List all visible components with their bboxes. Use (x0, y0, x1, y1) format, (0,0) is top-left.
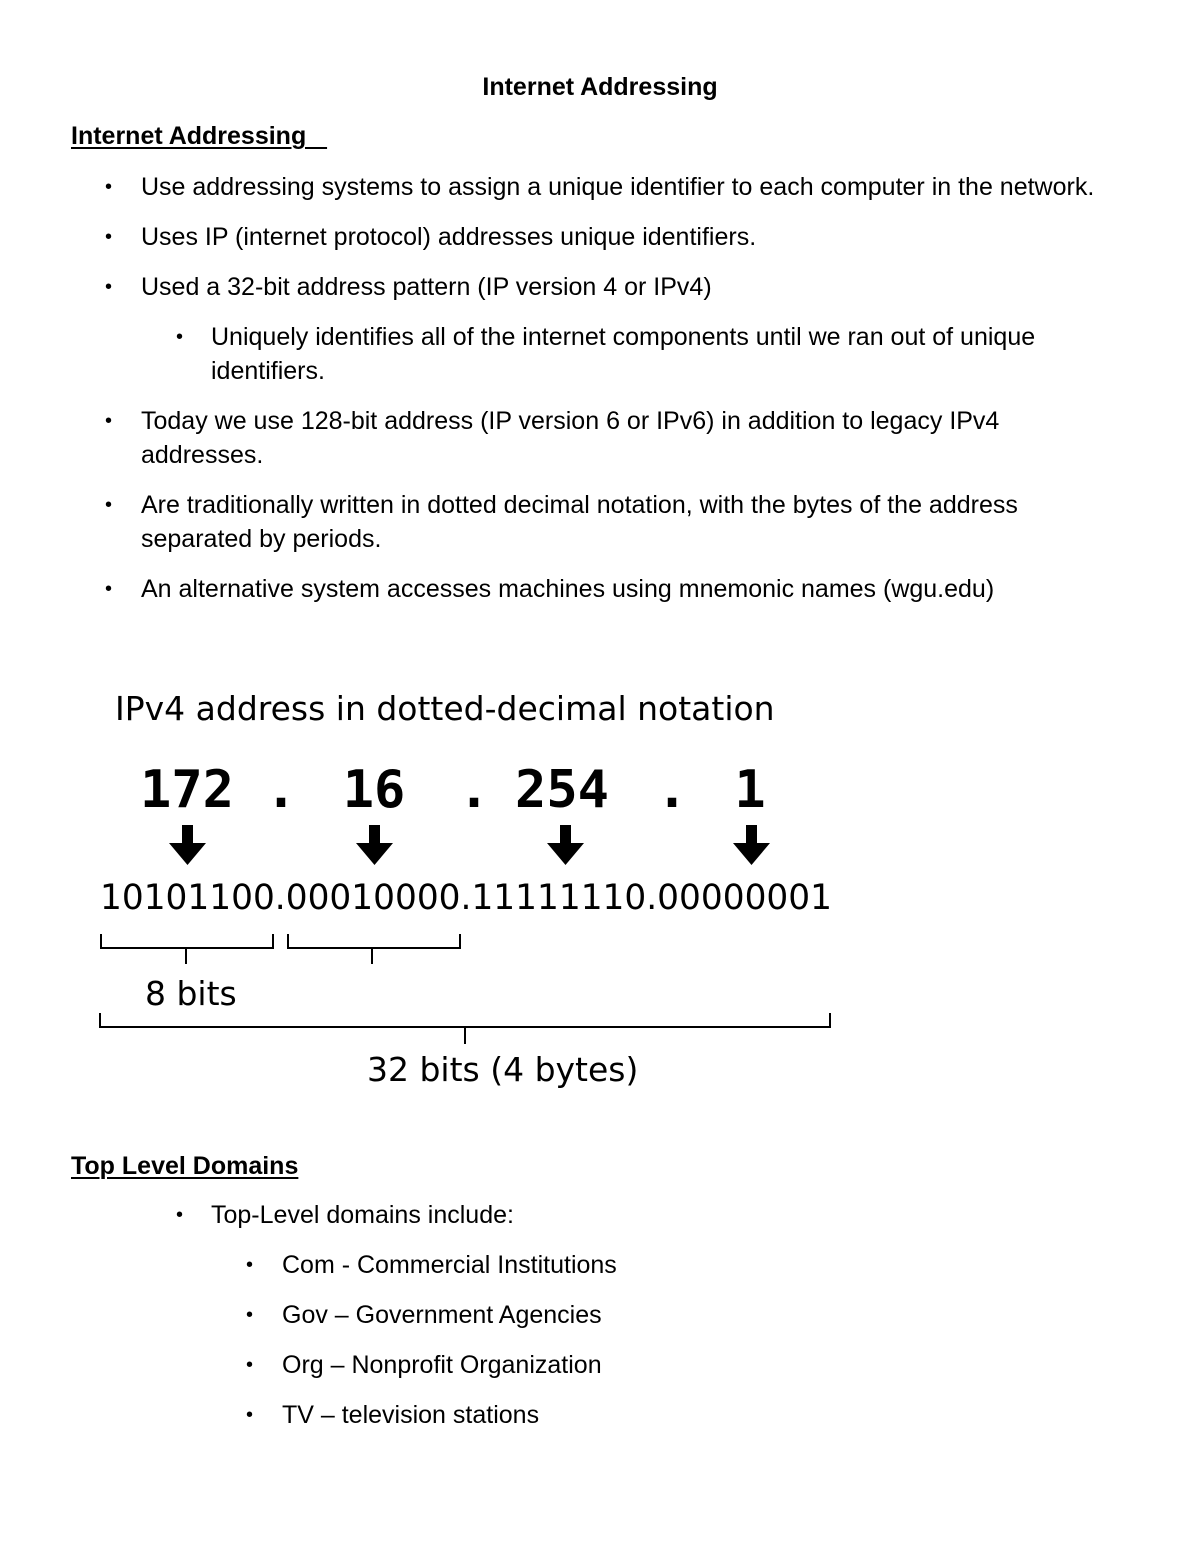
page-title: Internet Addressing (482, 73, 718, 101)
list-item-text: Uses IP (internet protocol) addresses unique identifiers. (141, 223, 757, 251)
octet-separator: . (458, 760, 490, 820)
list-item (0, 572, 1200, 606)
section-heading-internet-addressing: Internet Addressing (71, 122, 328, 150)
list-item-text: Uniquely identifies all of the internet components until we ran out of unique identifiers. (211, 323, 1036, 385)
bullet-icon: • (105, 226, 113, 248)
octet-2: 16 (342, 760, 406, 820)
octet-4: 1 (734, 760, 766, 820)
bullet-icon: • (105, 578, 113, 600)
octet-3: 254 (515, 760, 609, 820)
octet-separator: . (656, 760, 688, 820)
bullet-icon: • (105, 410, 113, 432)
total-label: 32 bits (4 bytes) (367, 1050, 639, 1089)
list-item-text: Are traditionally written in dotted decimal notation, with the bytes of the address separated by periods. (141, 491, 1018, 553)
octet-separator: . (265, 760, 297, 820)
arrow-down-icon (547, 825, 584, 865)
byte-label: 8 bits (145, 974, 237, 1013)
list-item-text: TV – television stations (282, 1401, 540, 1429)
bullet-icon: • (246, 1254, 254, 1276)
list-item (0, 488, 1200, 556)
bullet-icon: • (246, 1404, 254, 1426)
list-item (0, 1298, 1200, 1332)
list-item-text: Today we use 128-bit address (IP version 6 or IPv6) in addition to legacy IPv4 addresses. (141, 407, 1000, 469)
byte-bracket (288, 934, 460, 964)
section-heading-top-level-domains: Top Level Domains (71, 1152, 299, 1180)
list-item (0, 1398, 1200, 1432)
list-item-text: An alternative system accesses machines using mnemonic names (wgu.edu) (141, 575, 995, 603)
list-item (0, 270, 1200, 304)
list-item-text: Use addressing systems to assign a unique identifier to each computer in the network. (141, 173, 1095, 201)
bullet-icon: • (105, 176, 113, 198)
bullet-icon: • (246, 1354, 254, 1376)
binary-address: 10101100.00010000.11111110.00000001 (100, 878, 832, 918)
bullet-icon: • (105, 494, 113, 516)
list-item-text: Top-Level domains include: (211, 1201, 514, 1229)
arrow-down-icon (356, 825, 393, 865)
list-item (0, 404, 1200, 472)
list-item-text: Gov – Government Agencies (282, 1301, 602, 1329)
bullet-icon: • (105, 276, 113, 298)
list-item (0, 320, 1200, 388)
list-item-text: Org – Nonprofit Organization (282, 1351, 602, 1379)
list-item-text: Used a 32-bit address pattern (IP version 4 or IPv4) (141, 273, 712, 301)
internet-addressing-list (0, 170, 1200, 622)
diagram-title: IPv4 address in dotted-decimal notation (115, 689, 775, 728)
bullet-icon: • (246, 1304, 254, 1326)
list-item (0, 1248, 1200, 1282)
byte-bracket (101, 934, 273, 964)
ipv4-diagram (80, 675, 870, 1115)
list-item-text: Com - Commercial Institutions (282, 1251, 617, 1279)
list-item (0, 220, 1200, 254)
list-item (0, 170, 1200, 204)
top-level-domains-list (0, 1198, 1200, 1448)
arrow-down-icon (169, 825, 206, 865)
bullet-icon: • (176, 326, 184, 348)
arrow-down-icon (733, 825, 770, 865)
list-item (0, 1198, 1200, 1232)
octet-1: 172 (140, 760, 234, 820)
total-bracket (100, 1013, 830, 1044)
bullet-icon: • (176, 1204, 184, 1226)
list-item (0, 1348, 1200, 1382)
